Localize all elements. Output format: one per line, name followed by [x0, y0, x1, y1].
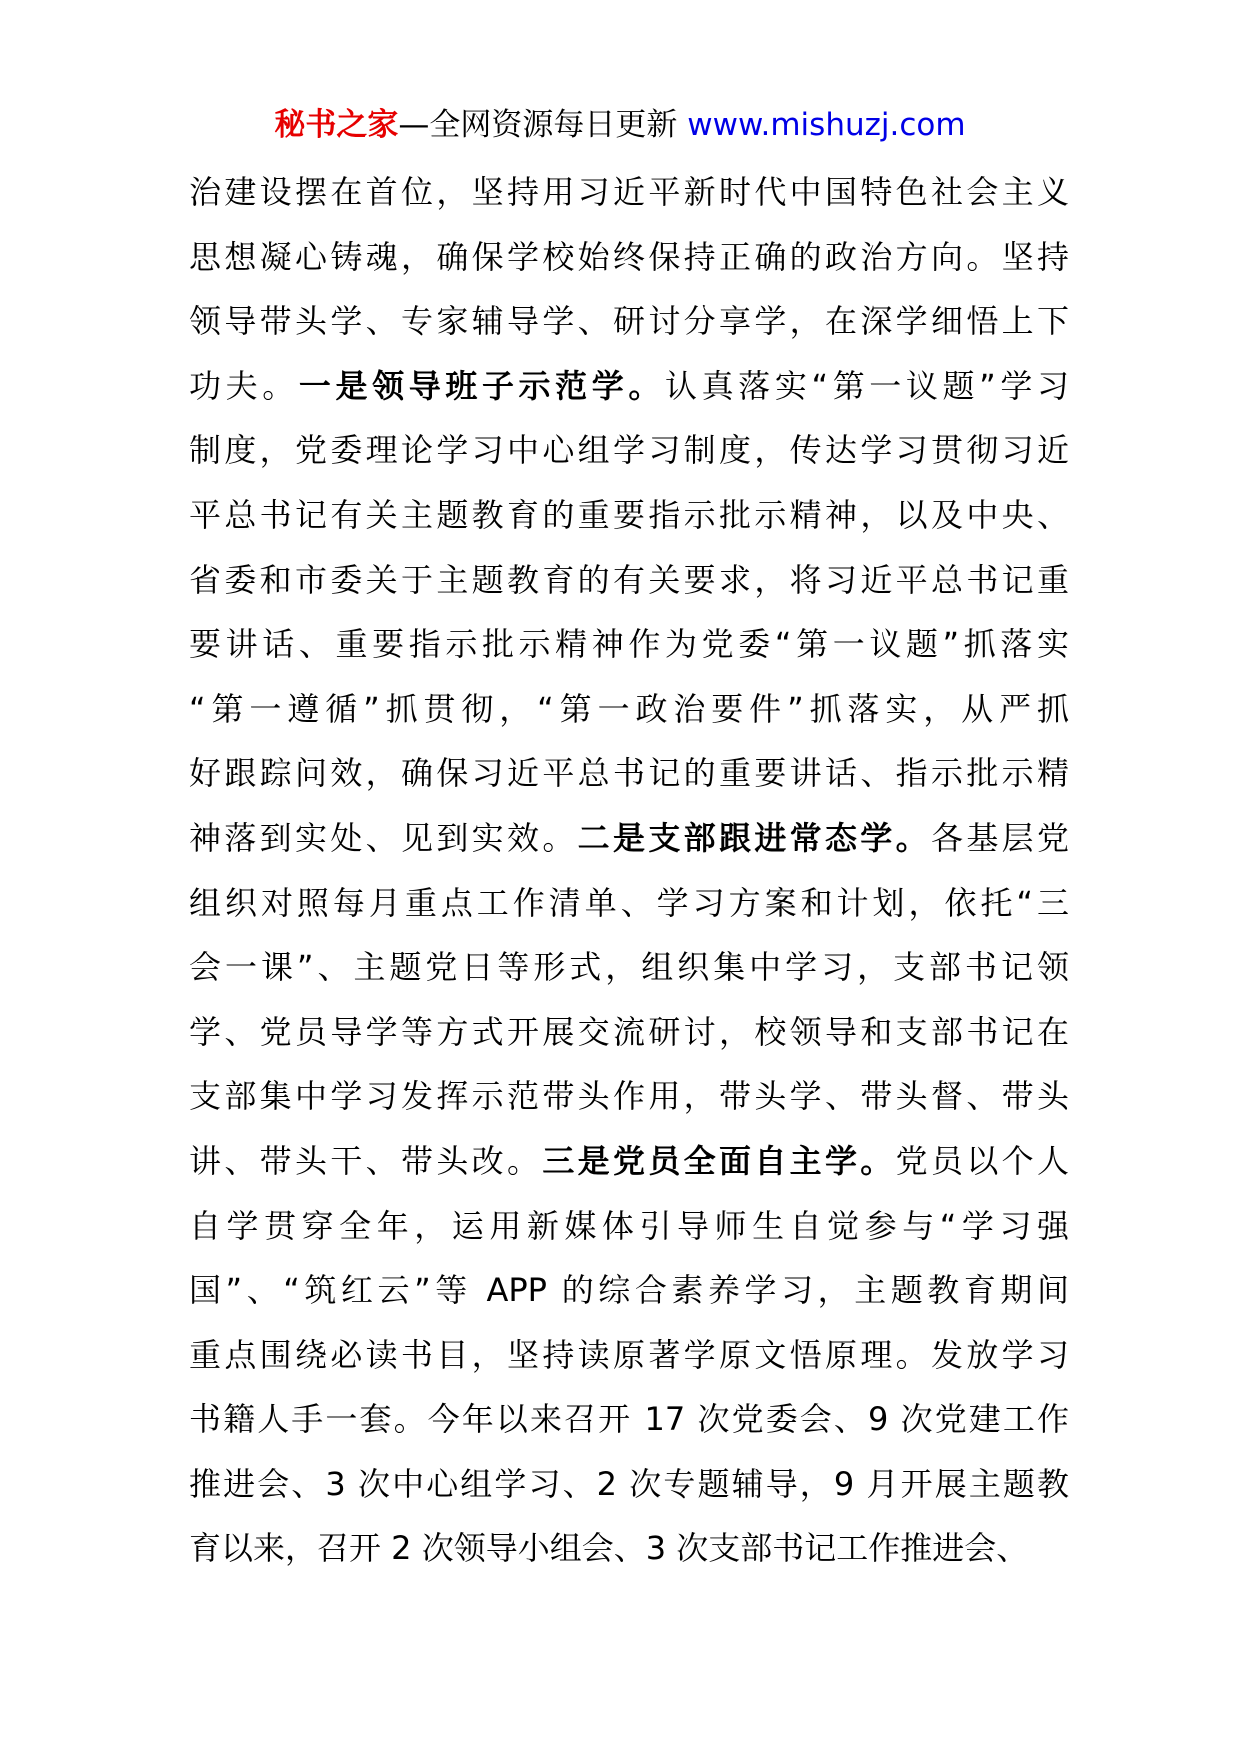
text-line — [189, 871, 1069, 936]
text-line — [189, 1258, 1069, 1323]
text-line — [189, 1323, 1069, 1388]
text-segment: 讲、带头干、带头改。 — [189, 1141, 543, 1180]
text-line — [189, 612, 1069, 677]
text-segment: 制度，党委理论学习中心组学习制度，传达学习贯彻习近 — [189, 431, 1069, 470]
header-tagline: —全网资源每日更新 — [398, 107, 688, 143]
bold-heading-segment: 三是党员全面自主学。 — [542, 1141, 896, 1180]
text-line — [189, 483, 1069, 548]
text-line — [189, 1452, 1069, 1517]
text-segment: “第一遵循”抓贯彻，“第一政治要件”抓落实，从严抓 — [189, 689, 1069, 728]
text-segment: 会一课”、主题党日等形式，组织集中学习，支部书记领 — [189, 948, 1069, 987]
text-segment: 国”、“筑红云”等 APP 的综合素养学习，主题教育期间 — [189, 1271, 1069, 1310]
text-segment: 党员以个人 — [895, 1141, 1069, 1180]
text-line — [189, 418, 1069, 483]
text-segment: 思想凝心铸魂，确保学校始终保持正确的政治方向。坚持 — [189, 237, 1069, 276]
text-line — [189, 1129, 1069, 1194]
brand-name: 秘书之家 — [274, 107, 399, 143]
text-segment: 功夫。 — [189, 366, 299, 405]
text-segment: 平总书记有关主题教育的重要指示批示精神，以及中央、 — [189, 495, 1069, 534]
text-segment: 神落到实处、见到实效。 — [189, 818, 578, 857]
text-segment: 认真落实“第一议题”学习 — [665, 366, 1069, 405]
text-line — [189, 935, 1069, 1000]
text-segment: 组织对照每月重点工作清单、学习方案和计划，依托“三 — [189, 883, 1069, 922]
document-body — [189, 160, 1069, 1581]
text-segment: 育以来，召开 2 次领导小组会、3 次支部书记工作推进会、 — [189, 1529, 1029, 1568]
text-segment: 治建设摆在首位，坚持用习近平新时代中国特色社会主义 — [189, 173, 1069, 211]
text-segment: 要讲话、重要指示批示精神作为党委“第一议题”抓落实 — [189, 625, 1069, 664]
text-segment: 支部集中学习发挥示范带头作用，带头学、带头督、带头 — [189, 1077, 1069, 1116]
site-url-link[interactable]: www.mishuzj.com — [687, 107, 966, 143]
bold-heading-segment: 一是领导班子示范学。 — [298, 366, 666, 405]
text-line — [189, 1064, 1069, 1129]
text-segment: 自学贯穿全年，运用新媒体引导师生自觉参与“学习强 — [189, 1206, 1069, 1245]
text-line — [189, 741, 1069, 806]
site-header — [0, 102, 1240, 148]
text-line — [189, 806, 1069, 871]
text-line — [189, 289, 1069, 354]
text-segment: 推进会、3 次中心组学习、2 次专题辅导，9 月开展主题教 — [189, 1464, 1069, 1503]
bold-heading-segment: 二是支部跟进常态学。 — [577, 818, 931, 857]
text-line — [189, 225, 1069, 290]
text-line — [189, 1000, 1069, 1065]
text-line — [189, 1387, 1069, 1452]
text-segment: 书籍人手一套。今年以来召开 17 次党委会、9 次党建工作 — [189, 1400, 1069, 1439]
text-segment: 领导带头学、专家辅导学、研讨分享学，在深学细悟上下 — [189, 302, 1069, 341]
text-line — [189, 1516, 1069, 1581]
text-segment: 省委和市委关于主题教育的有关要求，将习近平总书记重 — [189, 560, 1069, 599]
text-line — [189, 1194, 1069, 1259]
text-line — [189, 160, 1069, 225]
text-segment: 学、党员导学等方式开展交流研讨，校领导和支部书记在 — [189, 1012, 1069, 1051]
text-line — [189, 354, 1069, 419]
text-line — [189, 677, 1069, 742]
text-segment: 重点围绕必读书目，坚持读原著学原文悟原理。发放学习 — [189, 1335, 1069, 1374]
text-segment: 各基层党 — [930, 818, 1069, 857]
text-segment: 好跟踪问效，确保习近平总书记的重要讲话、指示批示精 — [189, 754, 1069, 793]
text-line — [189, 548, 1069, 613]
